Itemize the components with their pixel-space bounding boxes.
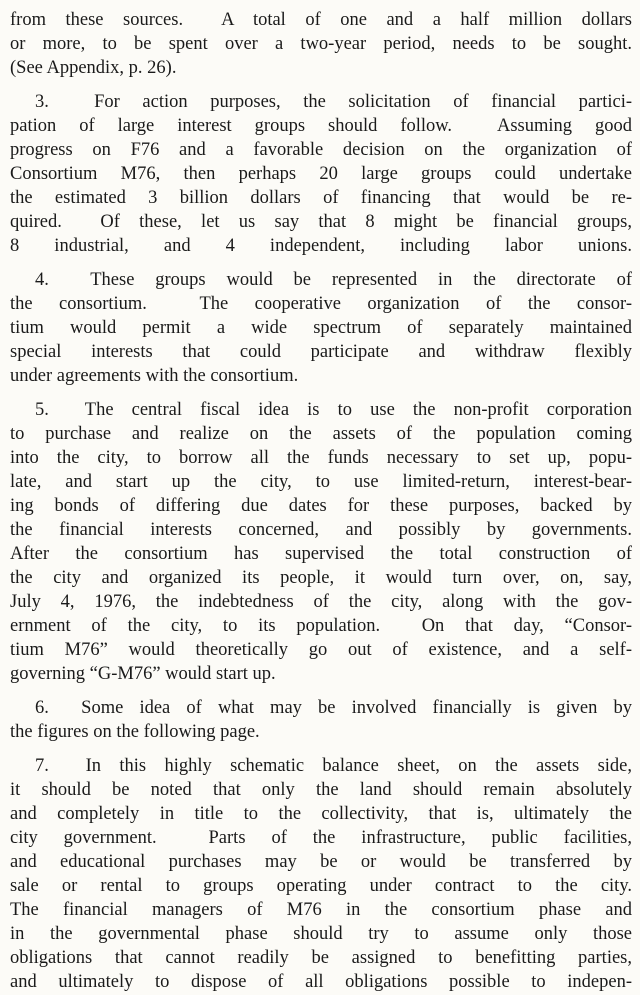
text-line: late, and start up the city, to use limited-return, interest-bear- xyxy=(10,472,632,492)
paragraph-3 xyxy=(10,90,632,258)
text-line: tium would permit a wide spectrum of separately maintained xyxy=(10,318,632,338)
text-line: the consortium. The cooperative organization of the consor- xyxy=(10,294,632,314)
text-line: into the city, to borrow all the funds necessary to set up, popu- xyxy=(10,448,632,468)
text-line: sale or rental to groups operating under contract to the city. xyxy=(10,876,632,896)
paragraph-5 xyxy=(10,398,632,686)
text-line: and ultimately to dispose of all obligations possible to indepen- xyxy=(10,972,632,992)
text-line: tium M76” would theoretically go out of existence, and a self- xyxy=(10,640,632,660)
text-line: 6. Some idea of what may be involved financially is given by xyxy=(35,698,632,718)
text-line: the figures on the following page. xyxy=(10,722,260,742)
text-line: in the governmental phase should try to assume only those xyxy=(10,924,632,944)
paragraph-4 xyxy=(10,268,632,388)
text-line: pation of large interest groups should follow. Assuming good xyxy=(10,116,632,136)
text-line: the city and organized its people, it would turn over, on, say, xyxy=(10,568,632,588)
text-line: the financial interests concerned, and possibly by governments. xyxy=(10,520,632,540)
text-line: obligations that cannot readily be assigned to benefitting parties, xyxy=(10,948,632,968)
text-line: ernment of the city, to its population. On that day, “Consor- xyxy=(10,616,632,636)
text-line: and educational purchases may be or would be transferred by xyxy=(10,852,632,872)
text-line: 7. In this highly schematic balance sheet, on the assets side, xyxy=(35,756,632,776)
text-line: city government. Parts of the infrastructure, public facilities, xyxy=(10,828,632,848)
text-line: quired. Of these, let us say that 8 might be financial groups, xyxy=(10,212,632,232)
text-line: progress on F76 and a favorable decision on the organization of xyxy=(10,140,632,160)
text-line: ing bonds of differing due dates for these purposes, backed by xyxy=(10,496,632,516)
text-line: 4. These groups would be represented in the directorate of xyxy=(35,270,632,290)
text-line: or more, to be spent over a two-year period, needs to be sought. xyxy=(10,34,632,54)
text-line: special interests that could participate and withdraw flexibly xyxy=(10,342,632,362)
text-line: governing “G-M76” would start up. xyxy=(10,664,276,684)
text-line: and completely in title to the collectivity, that is, ultimately the xyxy=(10,804,632,824)
paragraph-7 xyxy=(10,754,632,994)
text-line: under agreements with the consortium. xyxy=(10,366,299,386)
text-line: (See Appendix, p. 26). xyxy=(10,58,177,78)
text-line: 5. The central fiscal idea is to use the non-profit corporation xyxy=(35,400,632,420)
text-line: from these sources. A total of one and a half million dollars xyxy=(10,10,632,30)
text-line: the estimated 3 billion dollars of financing that would be re- xyxy=(10,188,632,208)
text-line: to purchase and realize on the assets of the population coming xyxy=(10,424,632,444)
paragraph-continuation xyxy=(10,8,632,80)
paragraph-6 xyxy=(10,696,632,744)
text-line: After the consortium has supervised the total construction of xyxy=(10,544,632,564)
text-line: it should be noted that only the land should remain absolutely xyxy=(10,780,632,800)
text-line: Consortium M76, then perhaps 20 large groups could undertake xyxy=(10,164,632,184)
text-line: The financial managers of M76 in the consortium phase and xyxy=(10,900,632,920)
text-line: July 4, 1976, the indebtedness of the city, along with the gov- xyxy=(10,592,632,612)
text-line: 8 industrial, and 4 independent, including labor unions. xyxy=(10,236,632,256)
text-line: 3. For action purposes, the solicitation of financial partici- xyxy=(35,92,632,112)
